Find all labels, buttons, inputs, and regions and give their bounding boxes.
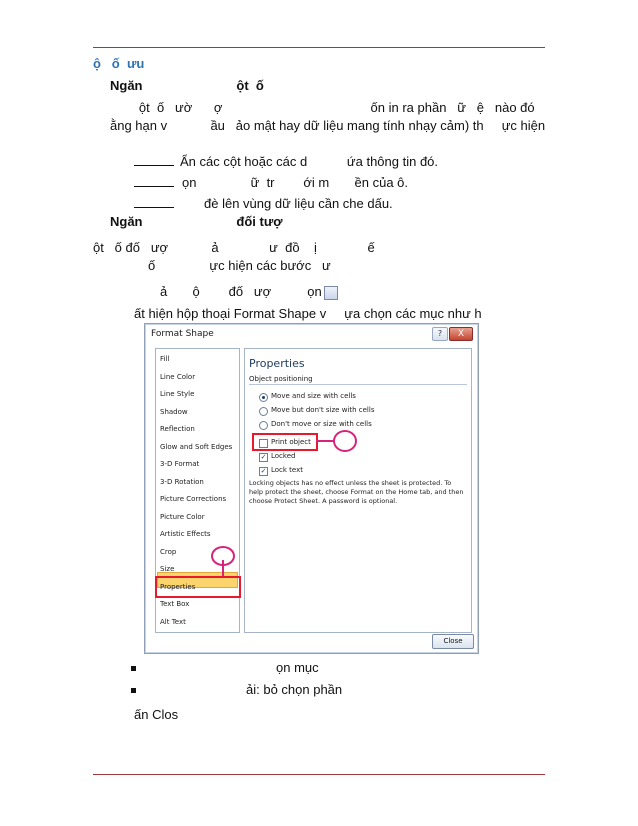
bullet-item-2: ải: bỏ chọn phần: [246, 682, 343, 697]
close-button[interactable]: Close: [432, 634, 474, 649]
final-step: ấn Clos: [134, 707, 179, 722]
category-item[interactable]: Alt Text: [160, 618, 186, 626]
category-item[interactable]: 3-D Rotation: [160, 478, 204, 486]
category-item[interactable]: Size: [160, 565, 175, 573]
bullet-icon: [131, 666, 136, 671]
category-item[interactable]: Artistic Effects: [160, 530, 211, 538]
divider: [249, 384, 467, 385]
checkbox-checked-icon[interactable]: ✓: [260, 453, 267, 461]
format-shape-dialog: [144, 323, 479, 654]
section1-paragraph-line1: ột ố ườ ợ ốn in ra phần ữ ệ nào đó: [110, 100, 535, 115]
section2-paragraph-line1: ột ố đố ượ ả ư đồ ị ế: [93, 240, 375, 255]
blank-line: [134, 175, 174, 187]
top-rule: [93, 47, 545, 48]
category-item[interactable]: Picture Corrections: [160, 495, 227, 503]
radio-selected-icon[interactable]: [259, 393, 268, 402]
category-item-properties[interactable]: Properties: [160, 583, 196, 591]
help-icon[interactable]: ?: [432, 327, 448, 341]
properties-pane: Properties Object positioning Move and size with cells Move but don't size with cells Don't move or size with cells Print object ✓ Locked ✓ Lock text Locking objects has no effect unless the sheet is protected. To help protect the sheet, choose Format on the Home tab, and then choose Protect Sheet. A password is optional.: [244, 348, 472, 633]
category-item[interactable]: Reflection: [160, 425, 195, 433]
properties-highlight-circle: [211, 546, 235, 566]
print-object-connector: [316, 440, 334, 442]
blank-line: [134, 196, 174, 208]
category-item[interactable]: Text Box: [160, 600, 190, 608]
radio-icon[interactable]: [259, 421, 268, 430]
radio-icon[interactable]: [259, 407, 268, 416]
bullet-item-1: ọn mục: [276, 660, 319, 675]
format-dialog-launcher-icon: [324, 286, 338, 300]
section-heading: ộ ố ưu: [93, 56, 145, 71]
category-item[interactable]: Shadow: [160, 408, 188, 416]
section1-item-1: Ẩn các cột hoặc các d ứa thông tin đó.: [134, 154, 438, 170]
section1-item-3: đè lên vùng dữ liệu cần che dấu.: [134, 196, 393, 212]
section1-title: Ngăn ột ố: [110, 78, 264, 93]
category-item[interactable]: Line Color: [160, 373, 196, 381]
dialog-title: Format Shape: [151, 329, 214, 339]
locking-note: Locking objects has no effect unless the sheet is protected. To help protect the sheet, choose Format on the Home tab, and then choose Protect Sheet. A password is optional.: [249, 479, 464, 505]
category-item[interactable]: Crop: [160, 548, 177, 556]
category-item[interactable]: Fill: [160, 355, 170, 363]
bottom-rule: [93, 774, 545, 775]
section1-paragraph-line2: ằng hạn v ầu ảo mật hay dữ liệu mang tính nhạy cảm) th ực hiện: [110, 118, 546, 133]
section2-step1: ả ộ đố ượ ọn: [160, 284, 338, 300]
print-object-highlight-circle: [333, 430, 357, 452]
bullet-icon: [131, 688, 136, 693]
section2-title: Ngăn đối tượ: [110, 214, 283, 229]
category-item[interactable]: Glow and Soft Edges: [160, 443, 233, 451]
close-icon[interactable]: X: [449, 327, 473, 341]
blank-line: [134, 154, 174, 166]
properties-highlight-box: [155, 576, 241, 598]
pane-title: Properties: [249, 357, 305, 370]
section2-paragraph-line2: ố ực hiện các bước ư: [148, 258, 331, 273]
category-item[interactable]: Picture Color: [160, 513, 205, 521]
section1-item-2: ọn ữ tr ới m ền của ô.: [134, 175, 408, 191]
object-positioning-label: Object positioning: [249, 375, 313, 383]
checkbox-checked-icon[interactable]: ✓: [260, 467, 267, 475]
category-item[interactable]: Line Style: [160, 390, 195, 398]
category-item[interactable]: 3-D Format: [160, 460, 200, 468]
section2-step2: ất hiện hộp thoại Format Shape v ựa chọn các mục như h: [134, 306, 482, 321]
print-object-highlight-box: [252, 433, 318, 451]
